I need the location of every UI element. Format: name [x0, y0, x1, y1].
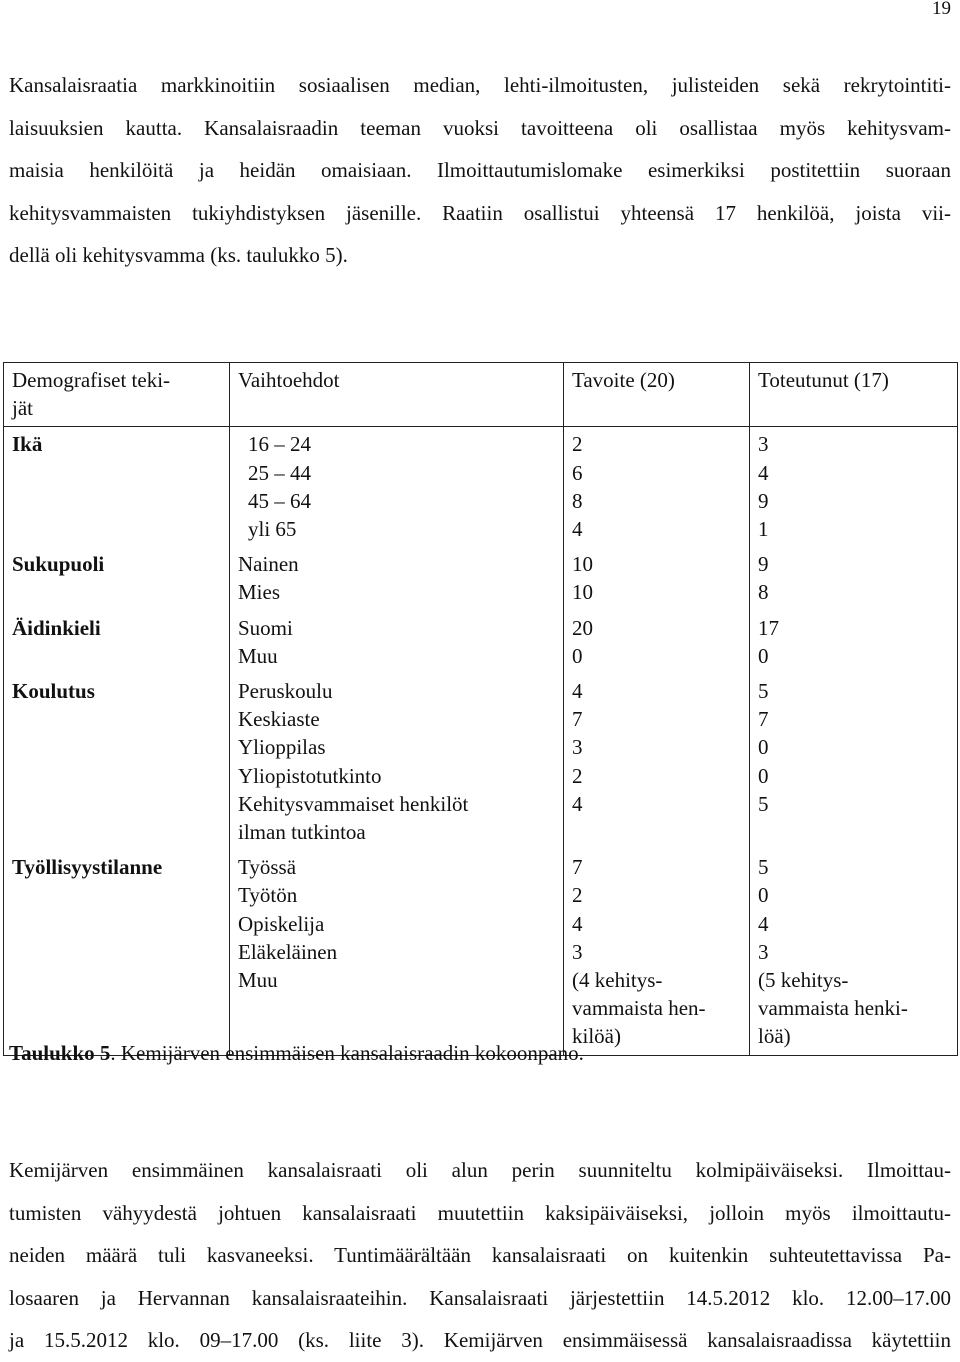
header-line: Demografiset teki- [12, 368, 171, 392]
option-item: Yliopistotutkinto [238, 763, 382, 788]
options-cell [230, 674, 564, 850]
target-value: (4 kehitys- [572, 968, 663, 993]
header-actual: Toteutunut (17) [750, 363, 958, 427]
options-cell [230, 547, 564, 610]
option-item: Mies [238, 580, 280, 605]
table-row [4, 850, 958, 1055]
paragraph-line: neiden määrä tuli kasvaneeksi. Tuntimäärältään kansalaisraati on kuitenkin suhteutettavissa Pa- [9, 1243, 951, 1268]
target-cell [564, 547, 750, 610]
target-value: 3 [572, 939, 583, 964]
target-value: 4 [572, 911, 583, 936]
actual-value: 17 [758, 615, 779, 640]
target-value: 6 [572, 460, 583, 485]
table-row [4, 674, 958, 850]
actual-value: 3 [758, 939, 769, 964]
options-cell [230, 427, 564, 547]
target-cell [564, 427, 750, 547]
actual-value: 0 [758, 735, 769, 760]
option-item: 16 – 24 [248, 432, 311, 457]
actual-value: löä) [758, 1024, 791, 1049]
table-header-row [4, 363, 958, 427]
target-value: 7 [572, 855, 583, 880]
target-value: kilöä) [572, 1024, 621, 1049]
caption-text: . Kemijärven ensimmäisen kansalaisraadin kokoonpano. [110, 1041, 584, 1065]
option-item: 25 – 44 [248, 460, 311, 485]
header-demographic-factors [4, 363, 230, 427]
category-cell: Ikä [4, 427, 230, 547]
closing-paragraph [9, 1149, 951, 1362]
target-value: 10 [572, 552, 593, 577]
actual-value: 9 [758, 488, 769, 513]
option-item: Kehitysvammaiset henkilöt [238, 791, 469, 816]
actual-cell [750, 850, 958, 1055]
target-cell [564, 674, 750, 850]
paragraph-line: tumisten vähyydestä johtuen kansalaisraati muutettiin kaksipäiväiseksi, jolloin myös ilmoittautu- [9, 1200, 951, 1225]
actual-cell [750, 427, 958, 547]
target-cell [564, 611, 750, 674]
target-value: 10 [572, 580, 593, 605]
option-item: Työssä [238, 855, 297, 880]
option-item: Muu [238, 643, 278, 668]
actual-value: 1 [758, 517, 769, 542]
option-item: Peruskoulu [238, 679, 333, 704]
option-item: ilman tutkintoa [238, 820, 366, 845]
option-item: Opiskelija [238, 911, 325, 936]
target-value: 4 [572, 679, 583, 704]
category-cell: Koulutus [4, 674, 230, 850]
option-item: Nainen [238, 552, 299, 577]
target-value: 2 [572, 763, 583, 788]
paragraph-line: Kemijärven ensimmäinen kansalaisraati oli alun perin suunniteltu kolmipäiväiseksi. Ilmoittau- [9, 1158, 951, 1182]
category-cell: Työllisyystilanne [4, 850, 230, 1055]
actual-cell [750, 674, 958, 850]
options-cell [230, 611, 564, 674]
target-value: 2 [572, 432, 583, 457]
actual-value: 0 [758, 883, 769, 908]
option-item: Muu [238, 968, 278, 993]
paragraph-line: losaaren ja Hervannan kansalaisraateihin. Kansalaisraati järjestettiin 14.5.2012 klo. 12.00–17.00 [9, 1285, 951, 1310]
paragraph-line: Kansalaisraatia markkinoitiin sosiaalisen median, lehti-ilmoitusten, julisteiden sekä rekrytointiti- [9, 73, 951, 97]
table-caption [9, 1041, 584, 1066]
header-line: jät [12, 396, 33, 421]
actual-value: vammaista henki- [758, 996, 908, 1021]
option-item: 45 – 64 [248, 488, 311, 513]
actual-value: (5 kehitys- [758, 968, 849, 993]
paragraph-line: dellä oli kehitysvamma (ks. taulukko 5). [9, 243, 348, 268]
actual-value: 0 [758, 643, 769, 668]
demographics-table [3, 362, 958, 1056]
target-value: 7 [572, 707, 583, 732]
option-item: Työtön [238, 883, 298, 908]
actual-value: 9 [758, 552, 769, 577]
target-value: 4 [572, 517, 583, 542]
target-value: 3 [572, 735, 583, 760]
actual-value: 5 [758, 791, 769, 816]
actual-value: 4 [758, 460, 769, 485]
table-row [4, 427, 958, 547]
option-item: Suomi [238, 615, 293, 640]
option-item: Eläkeläinen [238, 939, 338, 964]
option-item: Keskiaste [238, 707, 320, 732]
table-row [4, 611, 958, 674]
target-value: 0 [572, 643, 583, 668]
actual-value: 4 [758, 911, 769, 936]
target-value: 2 [572, 883, 583, 908]
target-value: 20 [572, 615, 593, 640]
paragraph-line: ja 15.5.2012 klo. 09–17.00 (ks. liite 3). Kemijärven ensimmäisessä kansalaisraadissa käytettiin [9, 1328, 951, 1353]
caption-label: Taulukko 5 [9, 1041, 111, 1065]
actual-value: 3 [758, 432, 769, 457]
actual-value: 8 [758, 580, 769, 605]
category-cell: Sukupuoli [4, 547, 230, 610]
target-value: 4 [572, 791, 583, 816]
actual-cell [750, 611, 958, 674]
option-item: yli 65 [248, 517, 297, 542]
intro-paragraph [9, 64, 951, 277]
option-item: Ylioppilas [238, 735, 326, 760]
actual-value: 0 [758, 763, 769, 788]
paragraph-line: kehitysvammaisten tukiyhdistyksen jäsenille. Raatiin osallistui yhteensä 17 henkilöä, joista vii- [9, 200, 951, 225]
actual-value: 5 [758, 679, 769, 704]
target-value: 8 [572, 488, 583, 513]
actual-value: 5 [758, 855, 769, 880]
table-row [4, 547, 958, 610]
options-cell [230, 850, 564, 1055]
header-target: Tavoite (20) [564, 363, 750, 427]
paragraph-line: laisuuksien kautta. Kansalaisraadin teeman vuoksi tavoitteena oli osallistaa myös kehitysvam- [9, 115, 951, 140]
target-value: vammaista hen- [572, 996, 706, 1021]
actual-value: 7 [758, 707, 769, 732]
header-options: Vaihtoehdot [230, 363, 564, 427]
page-number: 19 [932, 0, 951, 19]
category-cell: Äidinkieli [4, 611, 230, 674]
actual-cell [750, 547, 958, 610]
paragraph-line: maisia henkilöitä ja heidän omaisiaan. Ilmoittautumislomake esimerkiksi postitettiin suoraan [9, 158, 951, 183]
target-cell [564, 850, 750, 1055]
